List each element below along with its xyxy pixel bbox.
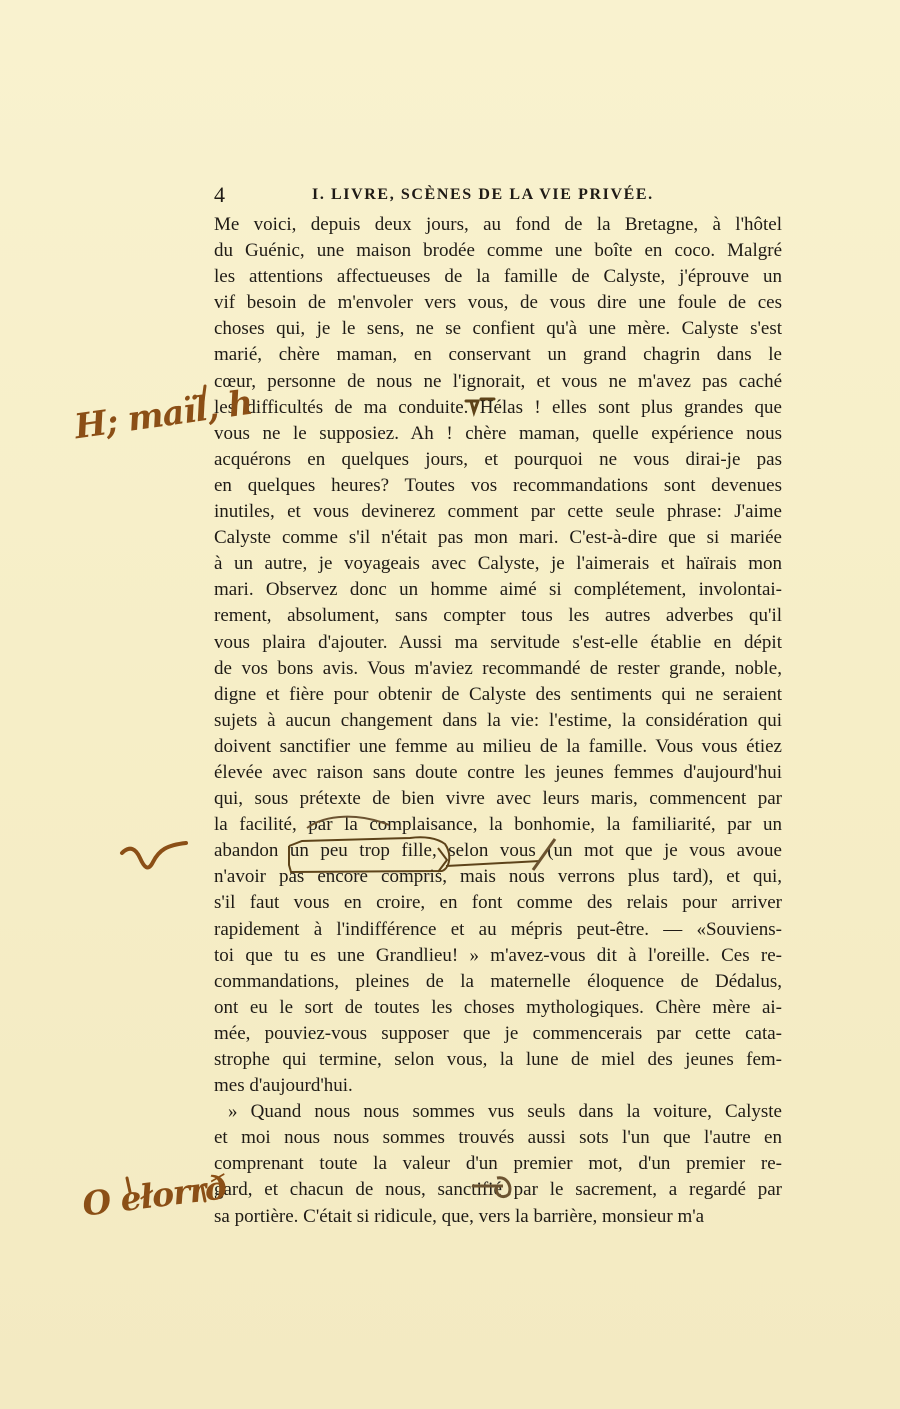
- text-line: en quelques heures? Toutes vos recommandations sont devenues: [214, 474, 782, 496]
- text-line: à un autre, je voyageais avec Calyste, je l'aimerais et haïrais mon: [214, 553, 782, 575]
- text-line: rapidement à l'indifférence et au mépris peut-être. — «Souviens-: [214, 918, 782, 940]
- text-line: Calyste comme s'il n'était pas mon mari. C'est-à-dire que si mariée: [214, 527, 782, 549]
- text-line: inutiles, et vous devinerez comment par cette seule phrase: J'aime: [214, 501, 782, 523]
- text-line: du Guénic, une maison brodée comme une boîte en coco. Malgré: [214, 240, 782, 262]
- handwritten-margin-note: O ełorrð: [80, 1167, 229, 1224]
- text-line: et moi nous nous sommes trouvés aussi sots l'un que l'autre en: [214, 1127, 782, 1149]
- text-line: mée, pouviez-vous supposer que je commencerais par cette cata-: [214, 1022, 782, 1044]
- text-line: Me voici, depuis deux jours, au fond de la Bretagne, à l'hôtel: [214, 214, 782, 235]
- text-line: sujets à aucun changement dans la vie: l'estime, la considération qui: [214, 709, 782, 731]
- text-line: mes d'aujourd'hui.: [214, 1075, 353, 1097]
- text-line: qui, sous prétexte de bien vivre avec leurs maris, commencent par: [214, 788, 782, 810]
- text-line: gard, et chacun de nous, sanctifié par le sacrement, a regardé par: [214, 1179, 782, 1201]
- text-line: ont eu le sort de toutes les choses mythologiques. Chère mère ai-: [214, 996, 782, 1018]
- handwritten-margin-note: H; maïl, h: [72, 382, 255, 448]
- text-line: vous ne le supposiez. Ah ! chère maman, quelle expérience nous: [214, 422, 782, 444]
- running-head-title: I. LIVRE, SCÈNES DE LA VIE PRIVÉE.: [312, 186, 654, 203]
- text-line: strophe qui termine, selon vous, la lune de miel des jeunes fem-: [214, 1049, 782, 1070]
- check-mark-icon: [118, 835, 192, 877]
- text-line: marié, chère maman, en conservant un grand chagrin dans le: [214, 344, 782, 366]
- text-line: de vos bons avis. Vous m'aviez recommandé de rester grande, noble,: [214, 657, 782, 679]
- text-line: cœur, personne de nous ne l'ignorait, et vous ne m'avez pas caché: [214, 370, 782, 392]
- text-line: vif besoin de m'envoler vers vous, de vous dire une foule de ces: [214, 292, 782, 314]
- text-line: sa portière. C'était si ridicule, que, vers la barrière, monsieur m'a: [214, 1205, 705, 1227]
- text-line: vous plaira d'ajouter. Aussi ma servitude s'est-elle établie en dépit: [214, 631, 782, 653]
- text-line: n'avoir pas encore compris, mais nous verrons plus tard), et qui,: [214, 866, 782, 888]
- text-line: élevée avec raison sans doute contre les jeunes femmes d'aujourd'hui: [214, 761, 782, 783]
- text-line: acquérons en quelques jours, et pourquoi ne vous dirai-je pas: [214, 448, 782, 470]
- page-number: 4: [214, 182, 225, 207]
- main-text-block: [214, 212, 782, 1230]
- text-line: la facilité, par la complaisance, la bonhomie, la familiarité, par un: [214, 814, 782, 836]
- text-line: rement, absolument, sans compter tous les autres adverbes qu'il: [214, 605, 782, 627]
- text-line: mari. Observez donc un homme aimé si complétement, involontai-: [214, 579, 782, 601]
- text-line: comprenant toute la valeur d'un premier mot, d'un premier re-: [214, 1153, 782, 1175]
- text-line: » Quand nous nous sommes vus seuls dans la voiture, Calyste: [228, 1101, 782, 1123]
- text-line: commandations, pleines de la maternelle éloquence de Dédalus,: [214, 970, 782, 992]
- text-line: choses qui, je le sens, ne se confient qu'à une mère. Calyste s'est: [214, 318, 782, 340]
- text-line: toi que tu es une Grandlieu! » m'avez-vous dit à l'oreille. Ces re-: [214, 944, 782, 966]
- text-line: abandon un peu trop fille, selon vous (un mot que je vous avoue: [214, 840, 782, 862]
- text-line: digne et fière pour obtenir de Calyste des sentiments qui ne seraient: [214, 683, 782, 705]
- running-head: [214, 182, 782, 208]
- text-line: les attentions affectueuses de la famille de Calyste, j'éprouve un: [214, 266, 782, 288]
- text-line: les difficultés de ma conduite. Hélas ! elles sont plus grandes que: [214, 396, 782, 418]
- text-line: doivent sanctifier une femme au milieu de la famille. Vous vous étiez: [214, 735, 782, 757]
- text-line: s'il faut vous en croire, en font comme des relais pour arriver: [214, 892, 782, 914]
